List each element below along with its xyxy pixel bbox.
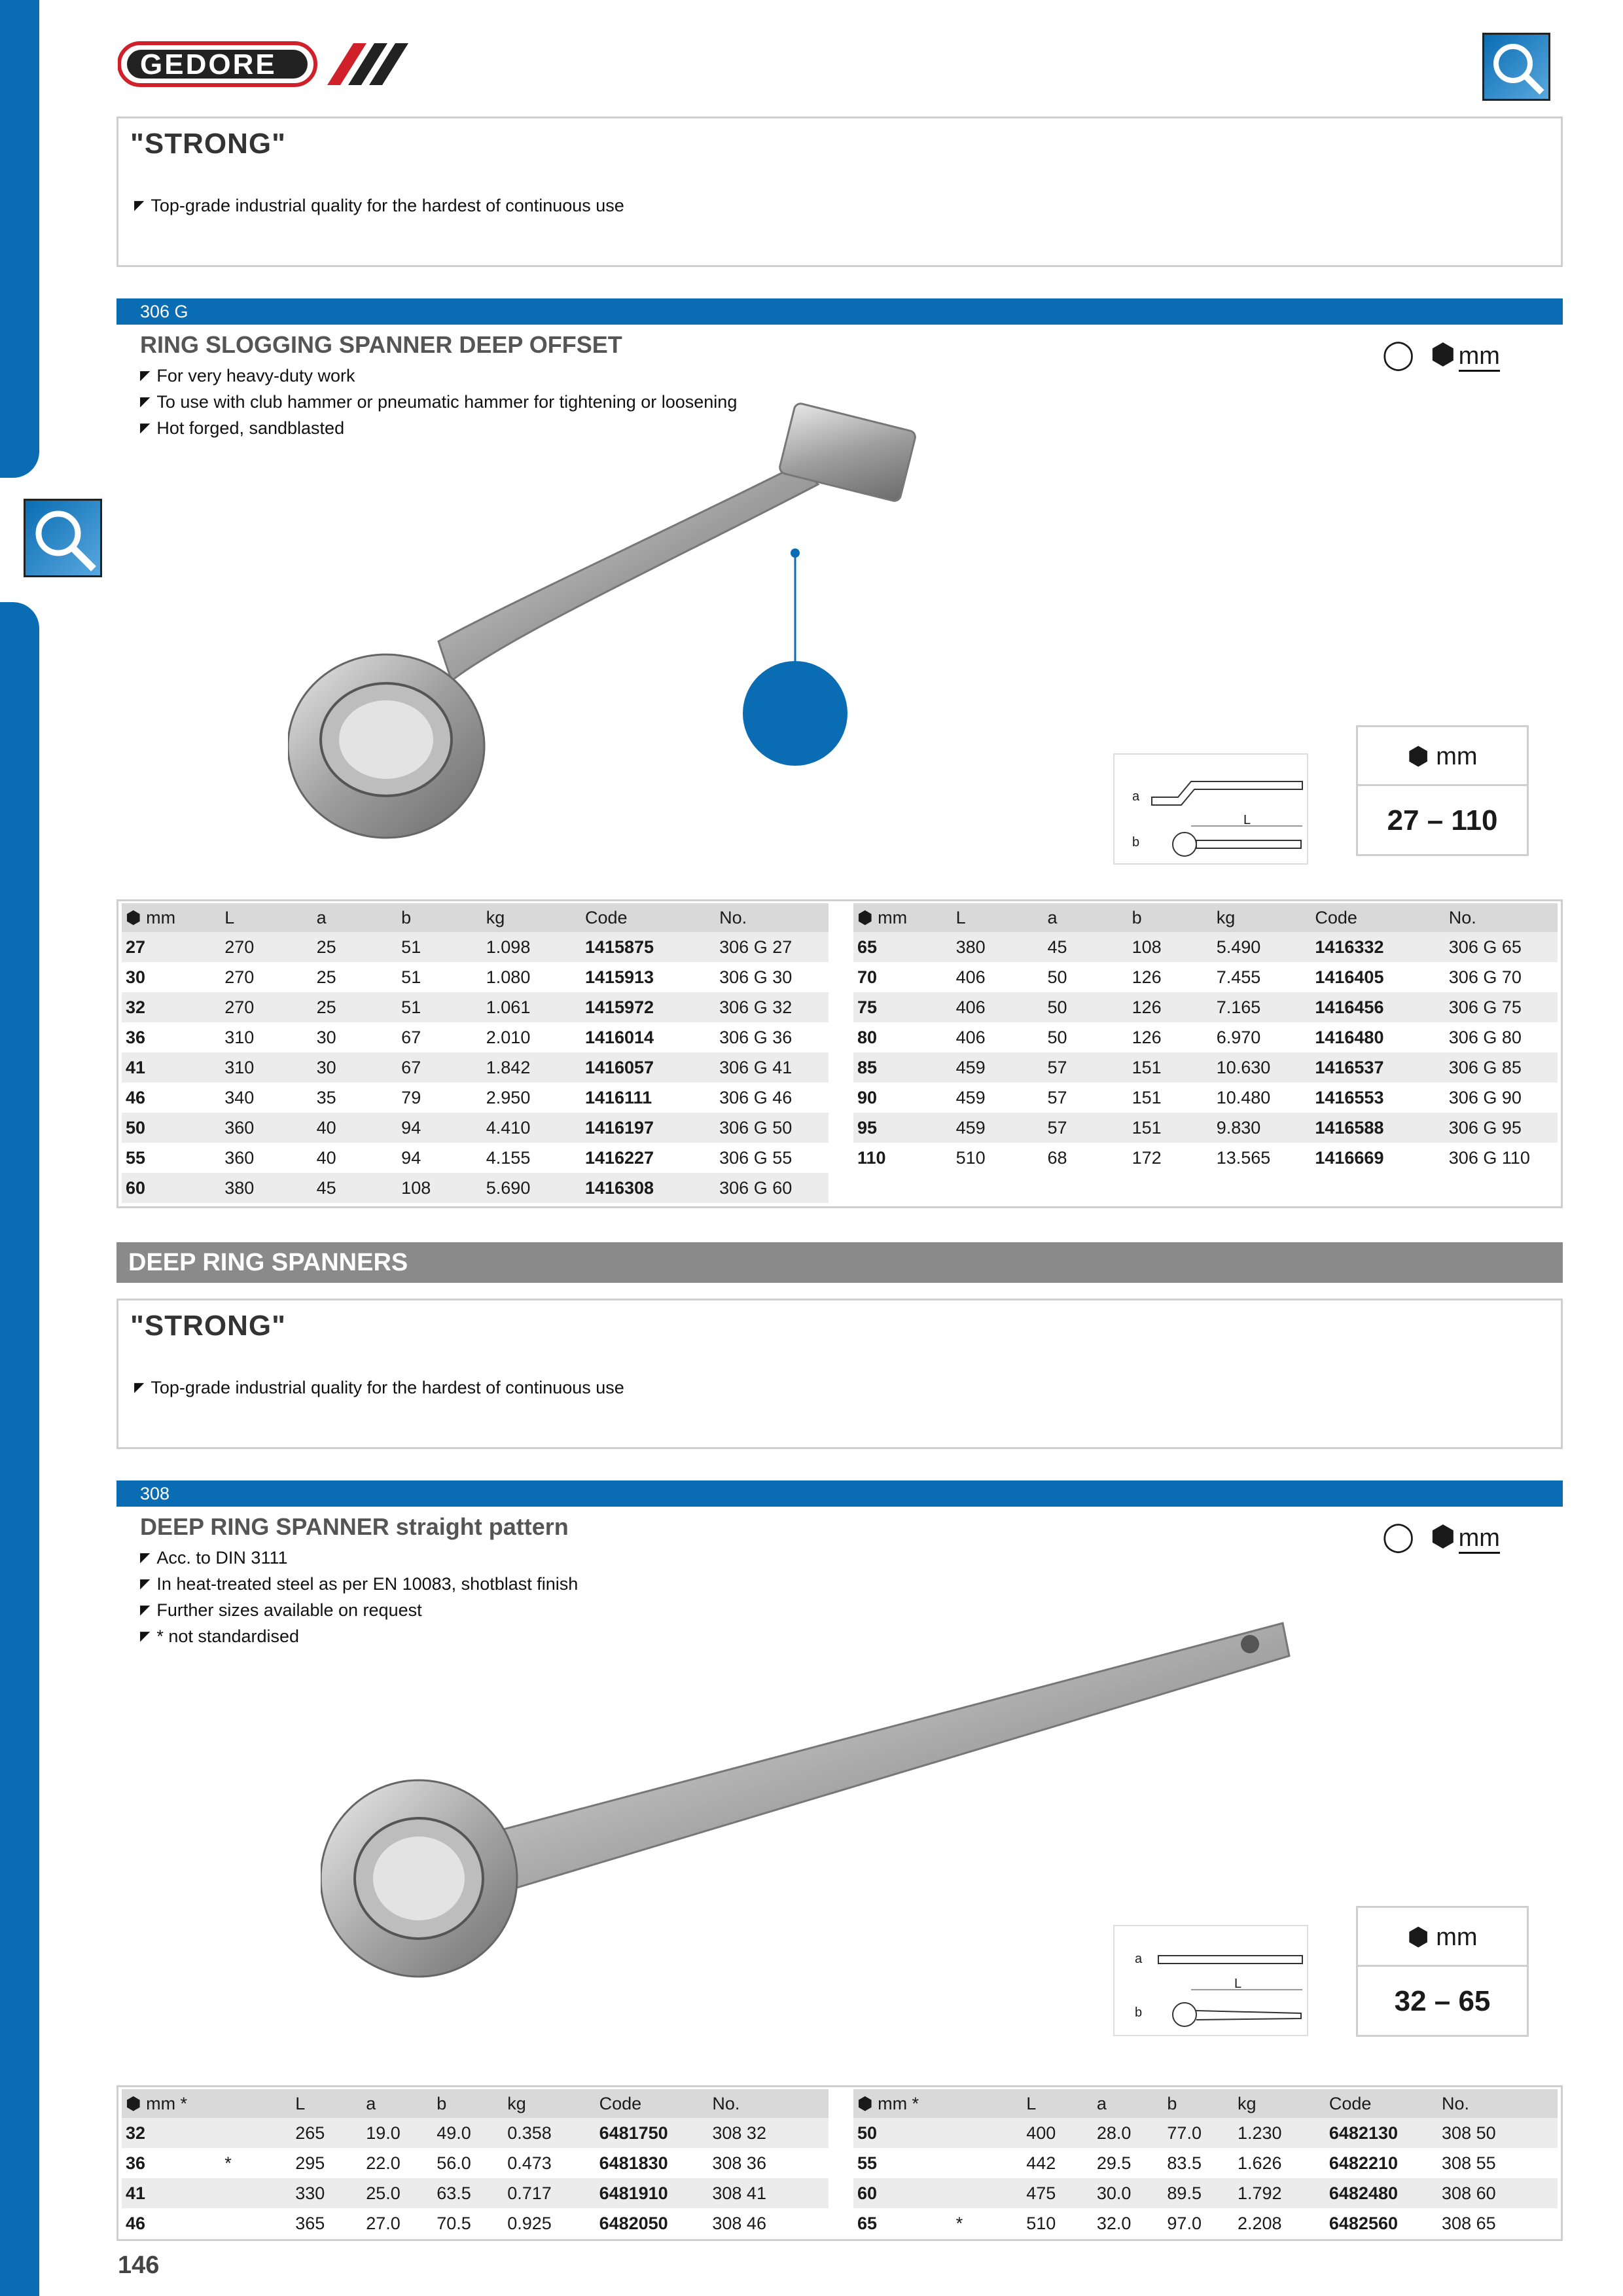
table-cell: 151 — [1128, 1113, 1213, 1143]
table-cell: 306 G 30 — [719, 967, 793, 987]
table-cell: 308 65 — [1442, 2213, 1496, 2233]
column-header: a — [362, 2089, 433, 2118]
table-cell: 406 — [955, 967, 986, 987]
column-header: kg — [1213, 903, 1311, 932]
bullet: ◤ Further sizes available on request — [140, 1597, 578, 1623]
table-cell: 63.5 — [433, 2178, 503, 2208]
product-title-sub: straight pattern — [389, 1513, 569, 1540]
size-range-box — [1356, 725, 1529, 856]
table-row — [853, 962, 1558, 992]
table-cell: 1416480 — [1315, 1027, 1384, 1047]
table-cell — [952, 2178, 1023, 2208]
size-range-header — [1358, 1908, 1527, 1967]
table-cell: 50 — [1044, 992, 1128, 1022]
table-cell — [952, 2118, 1023, 2148]
table-cell: 5.690 — [482, 1173, 581, 1203]
table-cell: 6482480 — [1325, 2178, 1438, 2208]
spec-icons — [1382, 1520, 1500, 1553]
table-cell: 94 — [401, 1147, 421, 1168]
table-cell: 306 G 36 — [719, 1027, 793, 1047]
table-cell: 70.5 — [437, 2213, 471, 2233]
column-header: kg — [503, 2089, 595, 2118]
table-cell: 50 — [122, 1113, 221, 1143]
table-row — [853, 2118, 1558, 2148]
spec-table-right — [853, 903, 1558, 1173]
table-cell: 60 — [122, 1173, 221, 1203]
table-cell: 510 — [955, 1147, 986, 1168]
intro-title: "STRONG" — [130, 1310, 286, 1342]
table-cell: 30 — [126, 967, 146, 987]
mm-label: mm — [1436, 1924, 1478, 1951]
table-cell: 4.155 — [486, 1147, 531, 1168]
edge-tab-bottom — [0, 602, 39, 2296]
intro-box-2 — [116, 1299, 1563, 1449]
table-cell: 306 G 41 — [715, 1052, 829, 1083]
table-cell: 30 — [316, 1027, 336, 1047]
dim-L: L — [1243, 813, 1251, 827]
table-row — [122, 932, 829, 962]
table-cell: 1416057 — [581, 1052, 715, 1083]
ring-icon: ◯ — [1382, 1520, 1415, 1552]
column-header: No. — [708, 2089, 829, 2118]
table-cell: 1.061 — [482, 992, 581, 1022]
table-header-row — [853, 2089, 1558, 2118]
table-cell: 308 46 — [712, 2213, 766, 2233]
table-cell: 46 — [126, 2213, 146, 2233]
table-row — [122, 1113, 829, 1143]
table-cell: 95 — [853, 1113, 952, 1143]
table-cell: 55 — [857, 2153, 878, 2173]
table-row — [853, 2148, 1558, 2178]
table-cell: 306 G 50 — [715, 1113, 829, 1143]
table-cell: 13.565 — [1216, 1147, 1271, 1168]
table-cell: 308 50 — [1438, 2118, 1558, 2148]
table-cell: 475 — [1022, 2178, 1093, 2208]
table-cell: 36 — [126, 1027, 146, 1047]
table-row — [853, 1052, 1558, 1083]
table-cell: 9.830 — [1213, 1113, 1311, 1143]
table-cell: 25 — [316, 967, 336, 987]
table-cell: 459 — [955, 1087, 986, 1107]
column-header: Code — [581, 903, 715, 932]
table-cell: 49.0 — [433, 2118, 503, 2148]
table-cell: 308 41 — [708, 2178, 829, 2208]
column-header: No. — [1445, 903, 1558, 932]
table-cell: 306 G 46 — [719, 1087, 793, 1107]
spec-table-left — [122, 2089, 829, 2238]
size-range-value: 32 – 65 — [1394, 1985, 1491, 2017]
table-row — [122, 2178, 829, 2208]
intro-title: "STRONG" — [130, 128, 286, 160]
hex-icon: ⬢ — [1407, 1924, 1429, 1951]
table-cell: 51 — [401, 967, 421, 987]
table-cell: 1416553 — [1315, 1087, 1384, 1107]
mm-label: mm — [1459, 342, 1500, 372]
dimension-drawing — [1113, 753, 1309, 865]
table-cell: 0.717 — [503, 2178, 595, 2208]
table-row — [122, 1022, 829, 1052]
column-header: Code — [1325, 2089, 1438, 2118]
dim-b: b — [1135, 2005, 1143, 2020]
table-cell: 2.208 — [1238, 2213, 1282, 2233]
table-cell: 22.0 — [366, 2153, 401, 2173]
table-cell: 7.165 — [1213, 992, 1311, 1022]
table-cell: 97.0 — [1167, 2213, 1202, 2233]
column-header: Code — [1311, 903, 1444, 932]
table-row — [122, 962, 829, 992]
bullet: ◤ For very heavy-duty work — [140, 363, 737, 389]
table-cell: 6482050 — [599, 2213, 668, 2233]
dimension-drawing — [1113, 1924, 1309, 2037]
table-cell: * — [224, 2153, 232, 2173]
table-cell: 1415913 — [584, 967, 654, 987]
column-header: ⬢ mm — [853, 903, 952, 932]
table-cell: 25 — [313, 992, 398, 1022]
table-cell: 126 — [1132, 967, 1162, 987]
table-cell: 85 — [853, 1052, 952, 1083]
table-cell: 108 — [397, 1173, 482, 1203]
column-header: a — [313, 903, 398, 932]
table-cell: 32 — [122, 2118, 221, 2148]
table-cell: 65 — [857, 2213, 878, 2233]
column-header: a — [1093, 2089, 1164, 2118]
table-cell: 68 — [1047, 1147, 1067, 1168]
table-row — [853, 2208, 1558, 2238]
table-cell: 50 — [1047, 967, 1067, 987]
edge-tab-top — [0, 0, 39, 478]
table-cell: 32.0 — [1096, 2213, 1132, 2233]
table-cell: 380 — [952, 932, 1044, 962]
table-cell: 1.080 — [486, 967, 531, 987]
table-cell: 108 — [1128, 932, 1213, 962]
table-cell: 510 — [1026, 2213, 1056, 2233]
table-cell: 126 — [1132, 1027, 1162, 1047]
table-cell: 400 — [1022, 2118, 1093, 2148]
table-cell: 89.5 — [1163, 2178, 1234, 2208]
table-cell: 6481750 — [596, 2118, 709, 2148]
table-cell: 79 — [401, 1087, 421, 1107]
spec-table-right — [853, 2089, 1558, 2238]
table-cell: 1.626 — [1238, 2153, 1282, 2173]
intro-bullet: ◤ Top-grade industrial quality for the hardest of continuous use — [134, 196, 624, 216]
table-cell: 151 — [1128, 1052, 1213, 1083]
table-cell: 5.490 — [1213, 932, 1311, 962]
table-cell: 6481830 — [599, 2153, 668, 2173]
table-cell — [221, 2118, 291, 2148]
brand-name: GEDORE — [140, 48, 277, 81]
table-cell: 406 — [952, 992, 1044, 1022]
table-cell: 55 — [126, 1147, 146, 1168]
table-cell: 310 — [221, 1052, 312, 1083]
table-cell: 406 — [955, 1027, 986, 1047]
table-cell: 57 — [1044, 1113, 1128, 1143]
brand-logo — [118, 41, 412, 88]
size-range-box — [1356, 1906, 1529, 2037]
table-cell: 270 — [221, 932, 312, 962]
table-cell: 80 — [857, 1027, 878, 1047]
table-cell: 75 — [853, 992, 952, 1022]
table-cell: 1416227 — [584, 1147, 654, 1168]
column-header: ⬢ mm * — [853, 2089, 1022, 2118]
table-cell: 27 — [122, 932, 221, 962]
ring-icon: ◯ — [1382, 338, 1415, 370]
table-cell: 306 G 110 — [1448, 1147, 1530, 1168]
table-cell: 51 — [397, 992, 482, 1022]
table-cell: 83.5 — [1167, 2153, 1202, 2173]
table-cell: 57 — [1047, 1087, 1067, 1107]
table-cell: 295 — [295, 2153, 325, 2173]
product-title: RING SLOGGING SPANNER DEEP OFFSET — [140, 331, 622, 358]
table-row — [122, 2208, 829, 2238]
table-cell: 172 — [1132, 1147, 1162, 1168]
table-cell: 306 G 70 — [1448, 967, 1522, 987]
product-code-bar: 306 G — [116, 298, 1563, 325]
ring-spanner-category-icon — [1482, 33, 1550, 101]
table-row — [853, 2178, 1558, 2208]
table-cell: 306 G 85 — [1445, 1052, 1558, 1083]
column-header: b — [1163, 2089, 1234, 2118]
table-cell: 6.970 — [1216, 1027, 1261, 1047]
table-header-row — [853, 903, 1558, 932]
table-cell: 46 — [126, 1087, 146, 1107]
table-cell — [952, 2148, 1023, 2178]
column-header: kg — [482, 903, 581, 932]
slogging-spanner-image — [288, 399, 1113, 870]
table-cell: 29.5 — [1096, 2153, 1132, 2173]
table-cell: 2.010 — [486, 1027, 531, 1047]
hex-icon: ⬢ — [1430, 1520, 1456, 1552]
table-cell: 4.410 — [482, 1113, 581, 1143]
table-cell: 1415972 — [581, 992, 715, 1022]
table-cell: 306 G 27 — [715, 932, 829, 962]
table-cell: 1416588 — [1311, 1113, 1444, 1143]
table-cell: 1416332 — [1311, 932, 1444, 962]
table-cell: 2.950 — [486, 1087, 531, 1107]
table-cell: 50 — [853, 2118, 952, 2148]
bullet: ◤ To use with club hammer or pneumatic hammer for tightening or loosening — [140, 389, 737, 415]
table-cell: 41 — [122, 2178, 221, 2208]
table-cell: 94 — [397, 1113, 482, 1143]
table-cell: 40 — [313, 1113, 398, 1143]
bullet: ◤ In heat-treated steel as per EN 10083, shotblast finish — [140, 1571, 578, 1597]
intro-box-1 — [116, 117, 1563, 267]
column-header: L — [952, 903, 1044, 932]
table-cell: 306 G 80 — [1448, 1027, 1522, 1047]
product-title-main: DEEP RING SPANNER — [140, 1513, 389, 1540]
table-row — [853, 1113, 1558, 1143]
dim-a: a — [1135, 1952, 1143, 1966]
table-cell: 19.0 — [362, 2118, 433, 2148]
table-cell: 1416669 — [1315, 1147, 1384, 1168]
table-cell: 1416308 — [581, 1173, 715, 1203]
column-header: Code — [596, 2089, 709, 2118]
bullet: ◤ Acc. to DIN 3111 — [140, 1545, 578, 1571]
page-number: 146 — [118, 2251, 160, 2279]
column-header: ⬢ mm * — [122, 2089, 291, 2118]
column-header: L — [221, 903, 312, 932]
size-range-header — [1358, 727, 1527, 786]
section-header: DEEP RING SPANNERS — [116, 1242, 1563, 1283]
mm-label: mm — [1459, 1524, 1500, 1554]
table-row — [853, 1143, 1558, 1173]
table-cell: 6481910 — [596, 2178, 709, 2208]
table-cell: 10.480 — [1216, 1087, 1271, 1107]
bullet: ◤ * not standardised — [140, 1623, 578, 1649]
table-cell: 57 — [1044, 1052, 1128, 1083]
table-cell: 25.0 — [362, 2178, 433, 2208]
dim-a: a — [1132, 789, 1140, 804]
table-cell: 1416197 — [581, 1113, 715, 1143]
table-row — [853, 992, 1558, 1022]
table-cell: 27.0 — [366, 2213, 401, 2233]
table-cell: 306 G 75 — [1445, 992, 1558, 1022]
table-cell: 50 — [1047, 1027, 1067, 1047]
table-header-row — [122, 903, 829, 932]
bullet: ◤ Hot forged, sandblasted — [140, 415, 737, 441]
table-cell: 6482130 — [1325, 2118, 1438, 2148]
table-cell: 60 — [853, 2178, 952, 2208]
table-cell: 1.230 — [1234, 2118, 1325, 2148]
table-cell: 70 — [857, 967, 878, 987]
column-header: No. — [1438, 2089, 1558, 2118]
table-cell: 306 G 55 — [719, 1147, 793, 1168]
table-cell: 6482210 — [1329, 2153, 1398, 2173]
table-cell — [221, 2208, 291, 2238]
table-cell: 45 — [1044, 932, 1128, 962]
table-cell: 30 — [313, 1052, 398, 1083]
table-row — [853, 1083, 1558, 1113]
table-cell: 1.098 — [482, 932, 581, 962]
product-code-bar: 308 — [116, 1480, 1563, 1507]
table-cell: 306 G 90 — [1448, 1087, 1522, 1107]
table-cell: 306 G 32 — [715, 992, 829, 1022]
table-cell: 308 32 — [708, 2118, 829, 2148]
size-range-value: 27 – 110 — [1387, 804, 1498, 836]
spec-table-left — [122, 903, 829, 1203]
table-cell: 0.925 — [507, 2213, 552, 2233]
table-cell: 6482560 — [1329, 2213, 1398, 2233]
table-cell: 35 — [316, 1087, 336, 1107]
dim-b: b — [1132, 835, 1140, 850]
table-cell: 330 — [291, 2178, 362, 2208]
product-title — [140, 1513, 569, 1541]
table-cell: 126 — [1128, 992, 1213, 1022]
table-cell: 365 — [295, 2213, 325, 2233]
column-header: b — [433, 2089, 503, 2118]
column-header: b — [397, 903, 482, 932]
column-header: b — [1128, 903, 1213, 932]
table-cell: 1416111 — [584, 1087, 652, 1107]
table-cell: 67 — [401, 1027, 421, 1047]
table-cell: 40 — [316, 1147, 336, 1168]
table-cell: 1416537 — [1311, 1052, 1444, 1083]
ring-spanner-side-icon — [24, 499, 102, 577]
table-cell: 90 — [857, 1087, 878, 1107]
table-row — [122, 992, 829, 1022]
hex-icon: ⬢ — [1430, 338, 1456, 370]
table-cell: 1416405 — [1315, 967, 1384, 987]
table-row — [122, 2118, 829, 2148]
table-cell: 67 — [397, 1052, 482, 1083]
table-cell — [221, 2178, 291, 2208]
table-row — [853, 932, 1558, 962]
table-cell: 1416014 — [584, 1027, 654, 1047]
intro-bullet: ◤ Top-grade industrial quality for the hardest of continuous use — [134, 1378, 624, 1398]
table-row — [122, 1173, 829, 1203]
table-cell: 1416456 — [1311, 992, 1444, 1022]
spec-icons — [1382, 338, 1500, 371]
table-row — [122, 2148, 829, 2178]
table-cell: 1415875 — [581, 932, 715, 962]
table-row — [122, 1052, 829, 1083]
table-cell: 56.0 — [437, 2153, 471, 2173]
table-cell: 308 55 — [1442, 2153, 1496, 2173]
table-row — [122, 1083, 829, 1113]
table-cell: 151 — [1132, 1087, 1162, 1107]
table-cell: 340 — [224, 1087, 255, 1107]
table-cell: 0.358 — [503, 2118, 595, 2148]
table-cell: 310 — [224, 1027, 255, 1047]
table-header-row — [122, 2089, 829, 2118]
table-cell: 1.842 — [482, 1052, 581, 1083]
column-header: ⬢ mm — [122, 903, 221, 932]
column-header: a — [1044, 903, 1128, 932]
table-cell: 270 — [224, 967, 255, 987]
table-row — [122, 1143, 829, 1173]
table-cell: 36 — [126, 2153, 146, 2173]
table-cell: 442 — [1026, 2153, 1056, 2173]
hex-icon: ⬢ — [1407, 743, 1429, 770]
table-cell: 265 — [291, 2118, 362, 2148]
table-cell: 25 — [313, 932, 398, 962]
table-cell: 30.0 — [1093, 2178, 1164, 2208]
table-cell: * — [955, 2213, 963, 2233]
table-cell: 308 36 — [712, 2153, 766, 2173]
table-cell: 10.630 — [1213, 1052, 1311, 1083]
table-cell: 306 G 65 — [1445, 932, 1558, 962]
table-row — [853, 1022, 1558, 1052]
column-header: L — [1022, 2089, 1093, 2118]
table-cell: 270 — [221, 992, 312, 1022]
table-cell: 41 — [122, 1052, 221, 1083]
table-cell: 28.0 — [1093, 2118, 1164, 2148]
column-header: No. — [715, 903, 829, 932]
table-cell: 360 — [224, 1147, 255, 1168]
table-cell: 51 — [397, 932, 482, 962]
table-cell: 306 G 60 — [715, 1173, 829, 1203]
table-cell: 1.792 — [1234, 2178, 1325, 2208]
column-header: L — [291, 2089, 362, 2118]
table-cell: 360 — [221, 1113, 312, 1143]
column-header: kg — [1234, 2089, 1325, 2118]
table-cell: 7.455 — [1216, 967, 1261, 987]
dim-L: L — [1234, 1977, 1242, 1991]
table-cell: 32 — [122, 992, 221, 1022]
table-cell: 0.473 — [507, 2153, 552, 2173]
table-cell: 77.0 — [1163, 2118, 1234, 2148]
table-cell: 45 — [313, 1173, 398, 1203]
table-cell: 308 60 — [1438, 2178, 1558, 2208]
table-cell: 380 — [221, 1173, 312, 1203]
table-cell: 459 — [952, 1052, 1044, 1083]
table-cell: 65 — [853, 932, 952, 962]
table-cell: 459 — [952, 1113, 1044, 1143]
table-cell: 306 G 95 — [1445, 1113, 1558, 1143]
table-cell: 110 — [857, 1147, 886, 1168]
mm-label: mm — [1436, 743, 1478, 770]
